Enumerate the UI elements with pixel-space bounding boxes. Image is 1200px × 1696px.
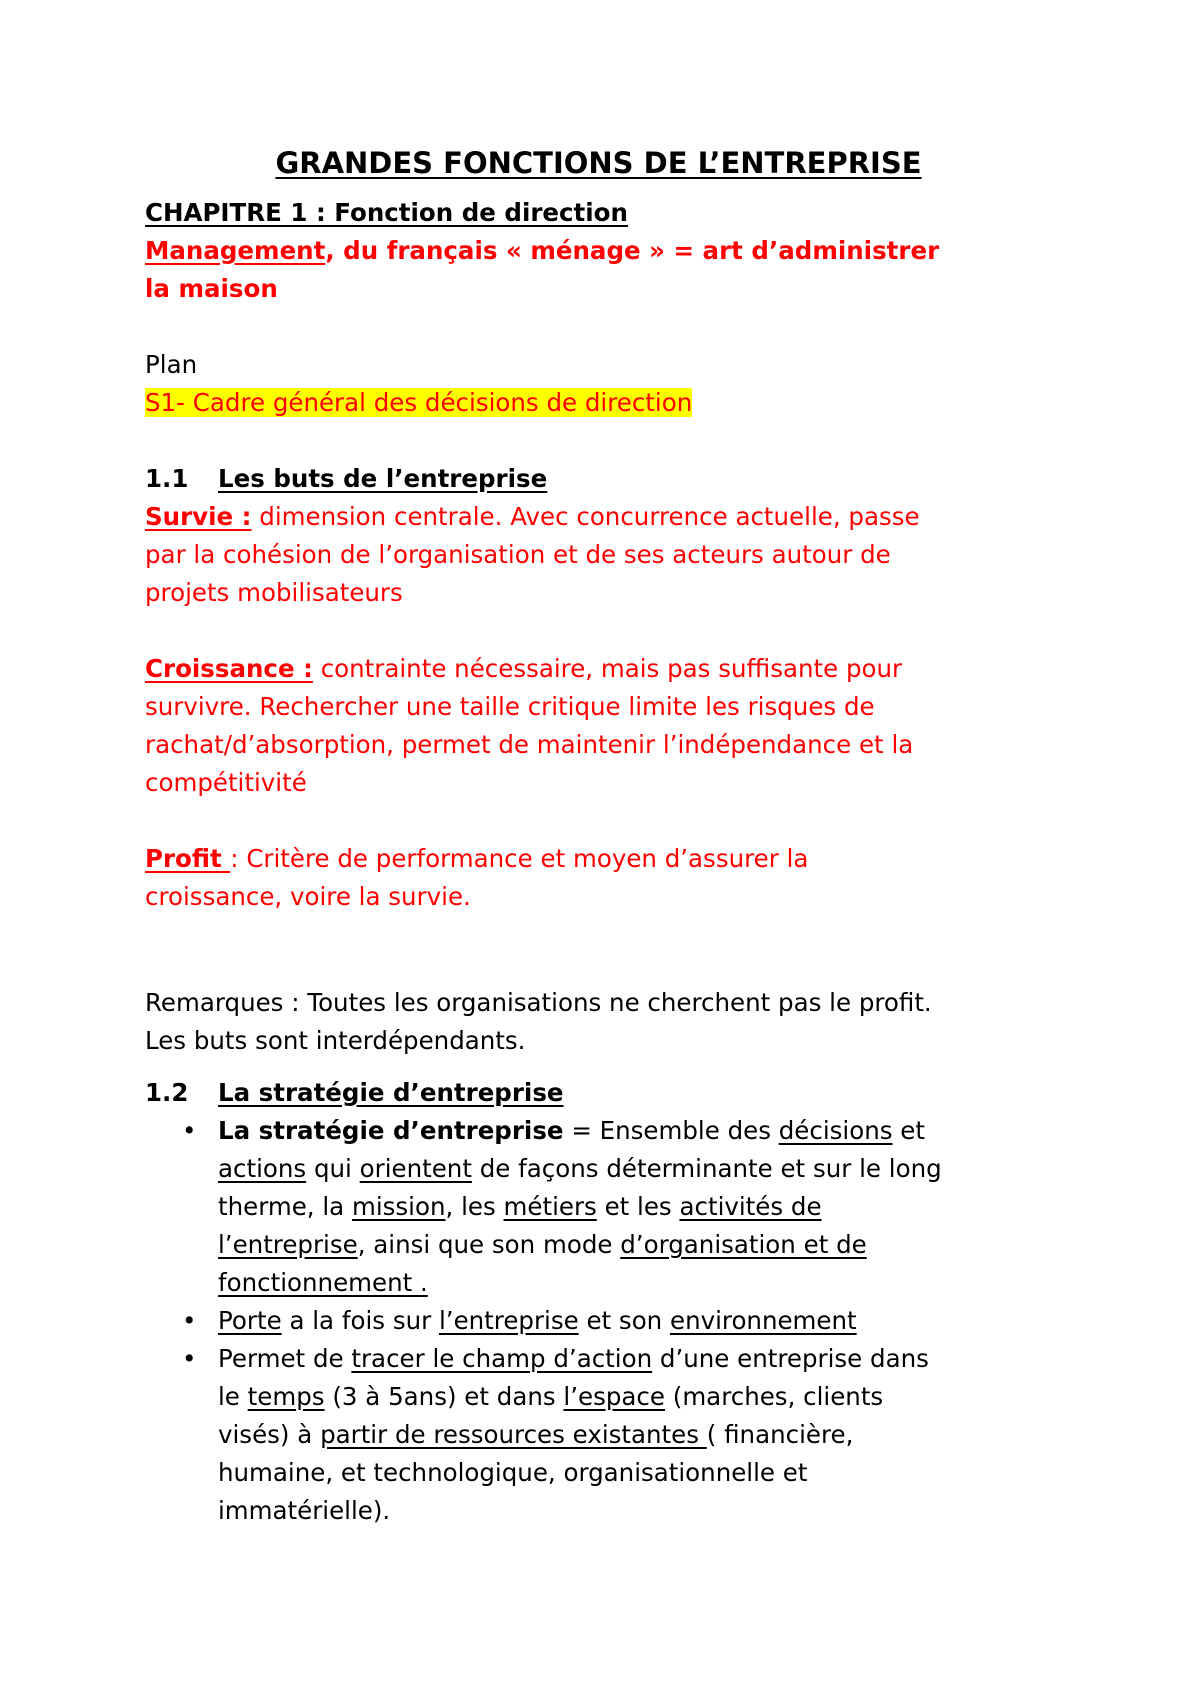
bullet-item: [182, 1340, 1100, 1530]
survie-line: projets mobilisateurs: [145, 578, 403, 607]
text: qui: [306, 1154, 360, 1183]
remarques-paragraph: [145, 984, 1100, 1060]
bold-term: La stratégie d’entreprise: [218, 1116, 564, 1145]
text: therme, la: [218, 1192, 352, 1221]
croissance-line: compétitivité: [145, 768, 307, 797]
text: , les: [445, 1192, 504, 1221]
management-definition: [145, 232, 1100, 270]
s1-heading: [145, 384, 1100, 422]
text: le: [218, 1382, 248, 1411]
underlined-text: temps: [247, 1382, 325, 1411]
management-term: Management: [145, 236, 326, 265]
text: = Ensemble des: [563, 1116, 779, 1145]
survie-term: Survie :: [145, 502, 252, 531]
survie-paragraph: [145, 498, 1100, 612]
croissance-line: rachat/d’absorption, permet de maintenir l’indépendance et la: [145, 730, 914, 759]
remarques-line: Remarques : Toutes les organisations ne cherchent pas le profit.: [145, 988, 932, 1017]
profit-term: Profit: [145, 844, 231, 873]
plan-label: Plan: [145, 350, 198, 379]
text: , ainsi que son mode: [357, 1230, 621, 1259]
underlined-text: l’entreprise: [438, 1306, 579, 1335]
bullet-item: [182, 1302, 1100, 1340]
croissance-paragraph: [145, 650, 1100, 802]
remarques-line: Les buts sont interdépendants.: [145, 1026, 526, 1055]
text: ( financière,: [706, 1420, 854, 1449]
text: a la fois sur: [281, 1306, 439, 1335]
text: et son: [578, 1306, 670, 1335]
text: et: [892, 1116, 925, 1145]
underlined-text: orientent: [359, 1154, 472, 1183]
document-title: GRANDES FONCTIONS DE L’ENTREPRISE: [275, 146, 922, 180]
underlined-text: Porte: [218, 1306, 282, 1335]
section-1-2-heading: [145, 1074, 1100, 1112]
bullet-dot: •: [182, 1306, 197, 1335]
survie-line: dimension centrale. Avec concurrence actuelle, passe: [251, 502, 920, 531]
text: immatérielle).: [218, 1496, 391, 1525]
croissance-line: survivre. Rechercher une taille critique limite les risques de: [145, 692, 875, 721]
bullet-item: [182, 1112, 1100, 1302]
underlined-text: métiers: [503, 1192, 597, 1221]
strategy-bullet-list: [145, 1112, 1100, 1530]
text: visés) à: [218, 1420, 321, 1449]
underlined-text: actions: [218, 1154, 307, 1183]
underlined-text: fonctionnement .: [218, 1268, 428, 1297]
section-1-1-heading: [145, 460, 1100, 498]
s1-heading-text: S1- Cadre général des décisions de direction: [145, 388, 693, 417]
croissance-line: contrainte nécessaire, mais pas suffisante pour: [312, 654, 903, 683]
management-definition-text: , du français « ménage » = art d’administrer: [325, 236, 940, 265]
section-number: 1.2: [145, 1078, 189, 1107]
profit-paragraph: [145, 840, 1100, 916]
bullet-dot: •: [182, 1344, 197, 1373]
underlined-text: décisions: [778, 1116, 893, 1145]
underlined-text: environnement: [670, 1306, 857, 1335]
text: (3 à 5ans) et dans: [324, 1382, 564, 1411]
underlined-text: d’organisation et de: [620, 1230, 867, 1259]
survie-line: par la cohésion de l’organisation et de ses acteurs autour de: [145, 540, 891, 569]
text: d’une entreprise dans: [652, 1344, 929, 1373]
croissance-term: Croissance :: [145, 654, 313, 683]
underlined-text: tracer le champ d’action: [351, 1344, 653, 1373]
text: humaine, et technologique, organisationnelle et: [218, 1458, 808, 1487]
profit-line: croissance, voire la survie.: [145, 882, 471, 911]
bullet-dot: •: [182, 1116, 197, 1145]
underlined-text: mission: [351, 1192, 446, 1221]
text: de façons déterminante et sur le long: [471, 1154, 942, 1183]
text: et les: [596, 1192, 680, 1221]
text: Permet de: [218, 1344, 352, 1373]
underlined-text: l’entreprise: [218, 1230, 358, 1259]
underlined-text: activités de: [679, 1192, 822, 1221]
section-title: Les buts de l’entreprise: [218, 464, 548, 493]
underlined-text: partir de ressources existantes: [320, 1420, 707, 1449]
underlined-text: l’espace: [563, 1382, 665, 1411]
profit-line: : Critère de performance et moyen d’assurer la: [230, 844, 809, 873]
section-title: La stratégie d’entreprise: [218, 1078, 564, 1107]
section-number: 1.1: [145, 464, 189, 493]
text: (marches, clients: [664, 1382, 884, 1411]
management-definition-cont: la maison: [145, 274, 278, 303]
chapter-heading: CHAPITRE 1 : Fonction de direction: [145, 198, 628, 227]
